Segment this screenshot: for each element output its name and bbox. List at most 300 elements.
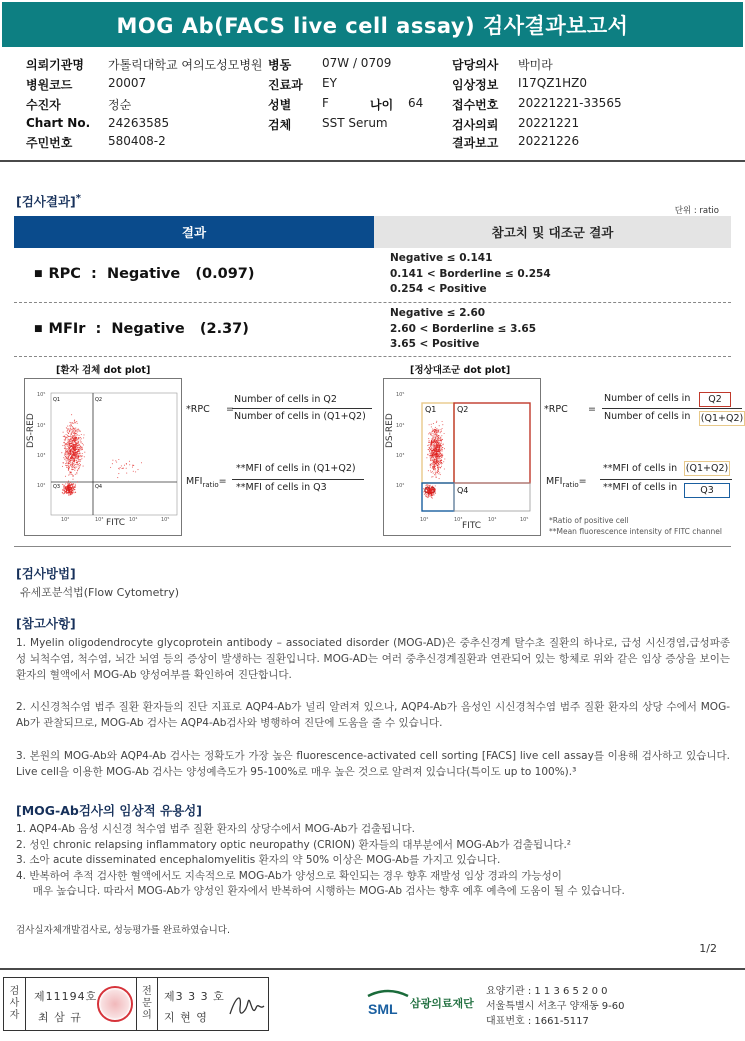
cell-dot xyxy=(72,484,73,485)
cell-dot xyxy=(70,426,71,427)
cell-dot xyxy=(76,467,77,468)
cell-dot xyxy=(68,436,69,437)
cell-dot xyxy=(63,486,64,487)
cell-dot xyxy=(429,432,430,433)
cell-dot xyxy=(80,464,81,465)
cell-dot xyxy=(424,491,425,492)
cell-dot xyxy=(73,492,74,493)
cell-dot xyxy=(74,449,75,450)
cell-dot xyxy=(438,446,439,447)
plots-bottom-rule xyxy=(14,546,731,547)
cell-dot xyxy=(433,430,434,431)
cell-dot xyxy=(437,471,438,472)
cell-dot xyxy=(431,489,432,490)
cell-dot xyxy=(80,442,81,443)
cell-dot xyxy=(429,494,430,495)
cell-dot xyxy=(430,490,431,491)
cell-dot xyxy=(73,444,74,445)
cell-dot xyxy=(441,435,442,436)
x-tick: 10² xyxy=(420,517,429,523)
cell-dot xyxy=(74,458,75,459)
cell-dot xyxy=(423,491,424,492)
cell-dot xyxy=(429,440,430,441)
patient-x-axis-label: FITC xyxy=(106,518,126,528)
foundation-name: 삼광의료재단 xyxy=(410,997,474,1010)
cell-dot xyxy=(62,466,63,467)
cell-dot xyxy=(75,448,76,449)
cell-dot xyxy=(438,451,439,452)
cell-dot xyxy=(74,470,75,471)
cell-dot xyxy=(68,469,69,470)
cell-dot xyxy=(433,449,434,450)
cell-dot xyxy=(435,468,436,469)
cell-dot xyxy=(78,442,79,443)
info-resident-no: 주민번호 xyxy=(26,136,73,150)
cell-dot xyxy=(436,456,437,457)
cell-dot xyxy=(72,469,73,470)
cell-dot xyxy=(438,442,439,443)
cell-dot xyxy=(430,433,431,434)
cell-dot xyxy=(79,467,80,468)
cell-dot xyxy=(71,414,72,415)
cell-dot xyxy=(67,439,68,440)
cell-dot xyxy=(77,453,78,454)
cell-dot xyxy=(80,441,81,442)
cell-dot xyxy=(74,468,75,469)
cell-dot xyxy=(83,444,84,445)
info-request-date: 검사의뢰 xyxy=(452,118,499,132)
cell-dot xyxy=(76,437,77,438)
cell-dot xyxy=(425,485,426,486)
rpc-denominator-control: Number of cells in xyxy=(604,411,691,422)
y-tick: 10² xyxy=(396,483,405,489)
cell-dot xyxy=(72,464,73,465)
cell-dot xyxy=(77,445,78,446)
cell-dot xyxy=(429,486,430,487)
cell-dot xyxy=(135,471,136,472)
cell-dot xyxy=(68,495,69,496)
cell-dot xyxy=(72,486,73,487)
cell-dot xyxy=(71,493,72,494)
cell-dot xyxy=(73,433,74,434)
cell-dot xyxy=(432,476,433,477)
cell-dot xyxy=(77,458,78,459)
cell-dot xyxy=(137,469,138,470)
cell-dot xyxy=(434,466,435,467)
cell-dot xyxy=(439,453,440,454)
cell-dot xyxy=(72,451,73,452)
cell-dot xyxy=(75,492,76,493)
cell-dot xyxy=(430,434,431,435)
rpc-numerator-control: Number of cells in xyxy=(604,393,691,404)
cell-dot xyxy=(71,487,72,488)
cell-dot xyxy=(72,437,73,438)
cell-dot xyxy=(68,465,69,466)
info-hospital-code-value: 20007 xyxy=(108,76,147,90)
cell-dot xyxy=(432,433,433,434)
cell-dot xyxy=(65,444,66,445)
cell-dot xyxy=(432,487,433,488)
cell-dot xyxy=(77,470,78,471)
cell-dot xyxy=(432,438,433,439)
cell-dot xyxy=(439,472,440,473)
cell-dot xyxy=(65,437,66,438)
inspector-license: 제11194호 xyxy=(34,990,98,1003)
cell-dot xyxy=(72,467,73,468)
cell-dot xyxy=(437,462,438,463)
cell-dot xyxy=(439,464,440,465)
doctor-name: 지 현 영 xyxy=(164,1011,208,1024)
cell-dot xyxy=(433,445,434,446)
cell-dot xyxy=(69,471,70,472)
cell-dot xyxy=(433,441,434,442)
rpc-equals: = xyxy=(226,404,234,415)
cell-dot xyxy=(429,496,430,497)
cell-dot xyxy=(432,498,433,499)
cell-dot xyxy=(67,436,68,437)
cell-dot xyxy=(71,448,72,449)
cell-dot xyxy=(80,448,81,449)
cell-dot xyxy=(67,432,68,433)
report-title: MOG Ab(FACS live cell assay) 검사결과보고서 xyxy=(2,2,743,47)
cell-dot xyxy=(433,493,434,494)
cell-dot xyxy=(66,460,67,461)
cell-dot xyxy=(437,434,438,435)
cell-dot xyxy=(432,428,433,429)
info-chart-no-value: 24263585 xyxy=(108,116,170,130)
info-age: 나이 xyxy=(370,98,394,112)
cell-dot xyxy=(117,477,118,478)
cell-dot xyxy=(436,449,437,450)
cell-dot xyxy=(436,435,437,436)
cell-dot xyxy=(437,438,438,439)
patient-dotplot-title: [환자 검체 dot plot] xyxy=(56,365,151,376)
cell-dot xyxy=(78,429,79,430)
x-tick: 10⁴ xyxy=(129,517,138,523)
cell-dot xyxy=(80,456,81,457)
quadrant-label: Q3 xyxy=(53,484,61,490)
cell-dot xyxy=(78,457,79,458)
cell-dot xyxy=(434,467,435,468)
cell-dot xyxy=(80,449,81,450)
cell-dot xyxy=(429,487,430,488)
lab-note: 검사실자체개발검사로, 성능평가를 완료하였습니다. xyxy=(16,925,230,936)
cell-dot xyxy=(70,465,71,466)
cell-dot xyxy=(67,451,68,452)
cell-dot xyxy=(80,440,81,441)
cell-dot xyxy=(77,434,78,435)
cell-dot xyxy=(79,445,80,446)
cell-dot xyxy=(70,464,71,465)
box-q3: Q3 xyxy=(684,483,730,498)
cell-dot xyxy=(439,436,440,437)
cell-dot xyxy=(71,429,72,430)
cell-dot xyxy=(76,472,77,473)
cell-dot xyxy=(77,455,78,456)
cell-dot xyxy=(437,454,438,455)
cell-dot xyxy=(430,449,431,450)
cell-dot xyxy=(435,474,436,475)
cell-dot xyxy=(439,449,440,450)
cell-dot xyxy=(429,491,430,492)
cell-dot xyxy=(69,492,70,493)
cell-dot xyxy=(432,471,433,472)
cell-dot xyxy=(70,428,71,429)
cell-dot xyxy=(429,442,430,443)
cell-dot xyxy=(441,466,442,467)
cell-dot xyxy=(62,490,63,491)
patient-y-axis-label: DS-RED xyxy=(26,413,36,448)
cell-dot xyxy=(69,440,70,441)
rpc-fraction-line-control xyxy=(602,408,742,409)
cell-dot xyxy=(74,489,75,490)
cell-dot xyxy=(64,490,65,491)
cell-dot xyxy=(433,435,434,436)
cell-dot xyxy=(65,439,66,440)
info-doctor: 담당의사 xyxy=(452,58,499,72)
cell-dot xyxy=(71,445,72,446)
result-column-header: 결과 xyxy=(14,216,374,248)
cell-dot xyxy=(429,448,430,449)
cell-dot xyxy=(64,491,65,492)
cell-dot xyxy=(120,467,121,468)
cell-dot xyxy=(431,431,432,432)
cell-dot xyxy=(133,471,134,472)
cell-dot xyxy=(434,464,435,465)
cell-dot xyxy=(79,461,80,462)
cell-dot xyxy=(79,435,80,436)
cell-dot xyxy=(430,445,431,446)
cell-dot xyxy=(434,453,435,454)
cell-dot xyxy=(70,434,71,435)
cell-dot xyxy=(77,451,78,452)
cell-dot xyxy=(124,465,125,466)
cell-dot xyxy=(66,465,67,466)
cell-dot xyxy=(62,484,63,485)
cell-dot xyxy=(72,430,73,431)
cell-dot xyxy=(439,447,440,448)
cell-dot xyxy=(433,490,434,491)
cell-dot xyxy=(81,447,82,448)
mfi-numerator-control: **MFI of cells in xyxy=(603,463,678,474)
cell-dot xyxy=(76,455,77,456)
quadrant-label: Q4 xyxy=(457,486,469,495)
cell-dot xyxy=(78,459,79,460)
cell-dot xyxy=(77,439,78,440)
cell-dot xyxy=(440,474,441,475)
cell-dot xyxy=(441,441,442,442)
cell-dot xyxy=(436,451,437,452)
cell-dot xyxy=(74,437,75,438)
info-hospital-code: 병원코드 xyxy=(26,78,73,92)
box-q2: Q2 xyxy=(699,392,731,407)
cell-dot xyxy=(65,483,66,484)
cell-dot xyxy=(430,442,431,443)
cell-dot xyxy=(72,462,73,463)
cell-dot xyxy=(428,444,429,445)
cell-dot xyxy=(75,485,76,486)
gate-q2 xyxy=(454,403,530,483)
cell-dot xyxy=(70,489,71,490)
cell-dot xyxy=(435,427,436,428)
cell-dot xyxy=(436,432,437,433)
cell-dot xyxy=(437,451,438,452)
cell-dot xyxy=(428,494,429,495)
list-item: 2. 성인 chronic relapsing inflammatory optic neuropathy (CRION) 환자들의 대부분에서 MOG-Ab가 검출됩니다.² xyxy=(16,838,572,851)
cell-dot xyxy=(76,430,77,431)
cell-dot xyxy=(434,432,435,433)
cell-dot xyxy=(439,456,440,457)
cell-dot xyxy=(73,442,74,443)
y-tick: 10⁴ xyxy=(396,423,405,429)
y-tick: 10⁵ xyxy=(396,392,405,398)
cell-dot xyxy=(65,458,66,459)
cell-dot xyxy=(67,484,68,485)
cell-dot xyxy=(73,454,74,455)
cell-dot xyxy=(73,445,74,446)
cell-dot xyxy=(432,435,433,436)
cell-dot xyxy=(444,448,445,449)
cell-dot xyxy=(72,487,73,488)
phone: 대표번호 : 1661-5117 xyxy=(486,1016,589,1027)
note-paragraph-3: 3. 본원의 MOG-Ab와 AQP4-Ab 검사는 정확도가 가장 높은 fluorescence-activated cell sorting [FACS] live cell assay를 이용해 검사하고 있습니다. Live cell을 이용한 MOG-Ab 검사는 양성예측도가 95-100%로 매우 높은 것으로 알려져 있습니다(특이도 up to 100%).³ xyxy=(16,750,730,778)
cell-dot xyxy=(426,457,427,458)
mfi-fraction-line-control xyxy=(600,479,732,480)
seal-stamp-icon xyxy=(97,986,133,1022)
cell-dot xyxy=(80,437,81,438)
note-paragraph-2: 2. 시신경척수염 범주 질환 환자들의 진단 지표로 AQP4-Ab가 널리 알려져 있으나, AQP4-Ab가 음성인 시신경척수염 범주 질환 환자의 상당 수에서 MOG-Ab가 관찰되므로, MOG-Ab 검사는 AQP4-Ab검사와 병행하여 진단에 도움을 줄 수 있습니다. xyxy=(16,701,730,729)
cell-dot xyxy=(425,493,426,494)
cell-dot xyxy=(433,460,434,461)
cell-dot xyxy=(437,436,438,437)
cell-dot xyxy=(70,447,71,448)
cell-dot xyxy=(439,450,440,451)
info-request-date-value: 20221221 xyxy=(518,116,580,130)
quadrant-label: Q2 xyxy=(95,397,103,403)
cell-dot xyxy=(70,460,71,461)
cell-dot xyxy=(75,427,76,428)
cell-dot xyxy=(433,450,434,451)
cell-dot xyxy=(78,441,79,442)
cell-dot xyxy=(80,459,81,460)
y-tick: 10³ xyxy=(37,453,46,459)
cell-dot xyxy=(63,436,64,437)
reference-column-header: 참고치 및 대조군 결과 xyxy=(374,216,731,248)
cell-dot xyxy=(441,451,442,452)
cell-dot xyxy=(73,452,74,453)
cell-dot xyxy=(66,458,67,459)
cell-dot xyxy=(72,426,73,427)
cell-dot xyxy=(74,420,75,421)
cell-dot xyxy=(65,448,66,449)
cell-dot xyxy=(77,438,78,439)
cell-dot xyxy=(77,423,78,424)
doctor-license: 제3 3 3 호 xyxy=(164,990,225,1003)
cell-dot xyxy=(435,438,436,439)
cell-dot xyxy=(69,425,70,426)
cell-dot xyxy=(68,443,69,444)
bullet-icon: ■ xyxy=(34,269,43,279)
reference-rpc: Negative ≤ 0.141 0.141 < Borderline ≤ 0.254 0.254 < Positive xyxy=(390,252,551,295)
cell-dot xyxy=(432,459,433,460)
cell-dot xyxy=(121,465,122,466)
cell-dot xyxy=(116,462,117,463)
cell-dot xyxy=(71,474,72,475)
cell-dot xyxy=(429,455,430,456)
cell-dot xyxy=(433,462,434,463)
cell-dot xyxy=(441,430,442,431)
cell-dot xyxy=(439,478,440,479)
result-mfir: ■ MFIr : Negative (2.37) xyxy=(34,321,249,337)
unit-label: 단위 : ratio xyxy=(674,206,719,216)
cell-dot xyxy=(438,467,439,468)
cell-dot xyxy=(68,453,69,454)
cell-dot xyxy=(129,464,130,465)
footnote-mfi: **Mean fluorescence intensity of FITC channel xyxy=(549,527,722,536)
cell-dot xyxy=(69,451,70,452)
cell-dot xyxy=(442,455,443,456)
cell-dot xyxy=(70,436,71,437)
cell-dot xyxy=(436,472,437,473)
cell-dot xyxy=(68,447,69,448)
cell-dot xyxy=(430,464,431,465)
cell-dot xyxy=(69,448,70,449)
cell-dot xyxy=(438,455,439,456)
cell-dot xyxy=(436,431,437,432)
cell-dot xyxy=(71,454,72,455)
cell-dot xyxy=(64,453,65,454)
cell-dot xyxy=(431,424,432,425)
results-table-bottom xyxy=(14,356,731,357)
cell-dot xyxy=(67,486,68,487)
mfi-numerator: **MFI of cells in (Q1+Q2) xyxy=(236,463,356,474)
mfi-label: $MFI_{ratio}=$ xyxy=(186,476,227,489)
results-row-divider xyxy=(14,302,731,303)
cell-dot xyxy=(69,473,70,474)
cell-dot xyxy=(78,447,79,448)
cell-dot xyxy=(439,425,440,426)
cell-dot xyxy=(435,434,436,435)
cell-dot xyxy=(77,462,78,463)
info-patient: 수진자 xyxy=(26,98,61,112)
cell-dot xyxy=(436,453,437,454)
cell-dot xyxy=(429,489,430,490)
inspector-label: 검 사 자 xyxy=(4,978,26,1030)
cell-dot xyxy=(66,487,67,488)
cell-dot xyxy=(76,456,77,457)
cell-dot xyxy=(434,452,435,453)
cell-dot xyxy=(68,485,69,486)
cell-dot xyxy=(435,437,436,438)
cell-dot xyxy=(62,492,63,493)
cell-dot xyxy=(79,430,80,431)
x-tick: 10⁵ xyxy=(161,517,170,523)
cell-dot xyxy=(67,460,68,461)
cell-dot xyxy=(67,431,68,432)
y-tick: 10² xyxy=(37,483,46,489)
cell-dot xyxy=(442,424,443,425)
cell-dot xyxy=(442,421,443,422)
cell-dot xyxy=(440,429,441,430)
cell-dot xyxy=(437,460,438,461)
cell-dot xyxy=(432,495,433,496)
cell-dot xyxy=(438,473,439,474)
cell-dot xyxy=(64,445,65,446)
cell-dot xyxy=(442,447,443,448)
cell-dot xyxy=(68,487,69,488)
cell-dot xyxy=(432,486,433,487)
cell-dot xyxy=(64,455,65,456)
